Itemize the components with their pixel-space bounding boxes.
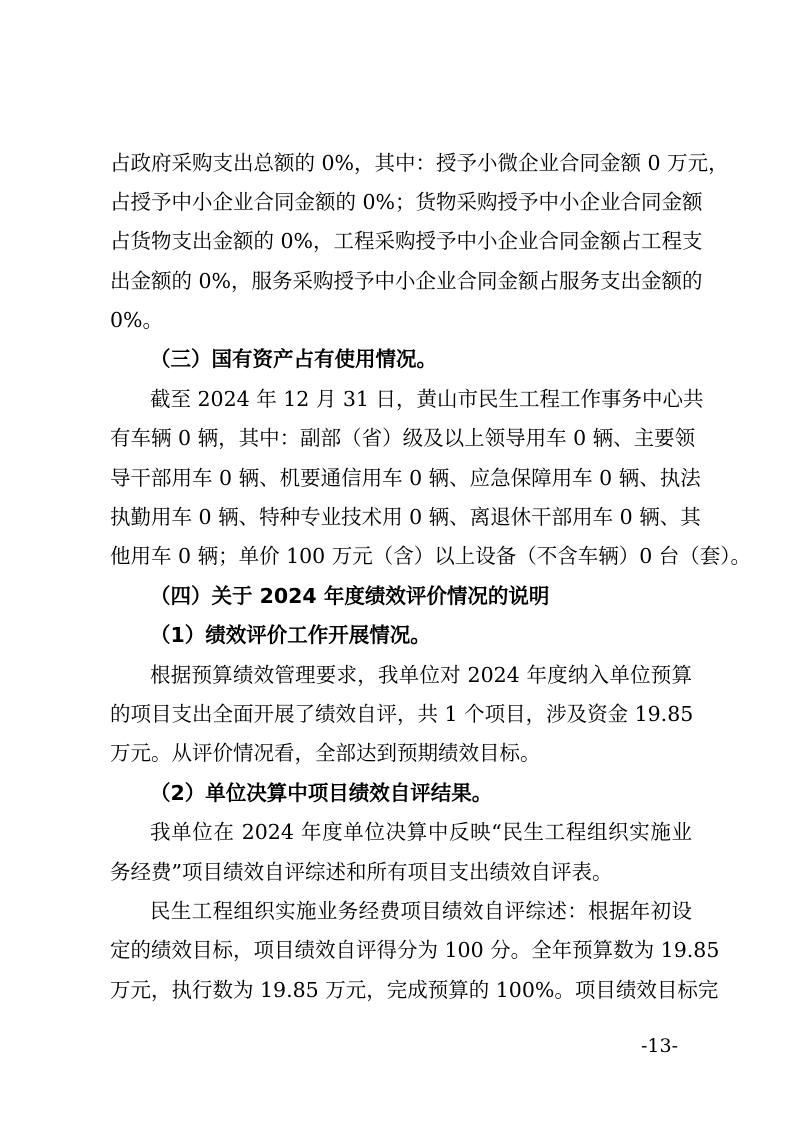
- paragraph-line: 民生工程组织实施业务经费项目绩效自评综述：根据年初设: [150, 899, 692, 923]
- subsection-heading-1: （1）绩效评价工作开展情况。: [150, 623, 431, 647]
- paragraph-line: 万元，执行数为 19.85 万元，完成预算的 100%。项目绩效目标完: [110, 978, 719, 1002]
- paragraph-line: 占货物支出金额的 0%，工程采购授予中小企业合同金额占工程支: [110, 229, 703, 253]
- section-heading-4: （四）关于 2024 年度绩效评价情况的说明: [150, 584, 550, 608]
- paragraph-line: 导干部用车 0 辆、机要通信用车 0 辆、应急保障用车 0 辆、执法: [110, 466, 701, 490]
- paragraph-line: 根据预算绩效管理要求，我单位对 2024 年度纳入单位预算: [150, 663, 692, 687]
- paragraph-line: 我单位在 2024 年度单位决算中反映“民生工程组织实施业: [150, 820, 692, 844]
- paragraph-line: 占授予中小企业合同金额的 0%；货物采购授予中小企业合同金额: [110, 190, 703, 214]
- paragraph-line: 占政府采购支出总额的 0%，其中：授予小微企业合同金额 0 万元，: [110, 151, 729, 175]
- paragraph-line: 万元。从评价情况看，全部达到预期绩效目标。: [110, 741, 541, 765]
- paragraph-line: 执勤用车 0 辆、特种专业技术用 0 辆、离退休干部用车 0 辆、其: [110, 505, 701, 529]
- paragraph-line: 有车辆 0 辆，其中：副部（省）级及以上领导用车 0 辆、主要领: [110, 426, 696, 450]
- page-number: -13-: [641, 1035, 679, 1057]
- subsection-heading-2: （2）单位决算中项目绩效自评结果。: [150, 781, 493, 805]
- paragraph-line: 的项目支出全面开展了绩效自评，共 1 个项目，涉及资金 19.85: [110, 702, 694, 726]
- paragraph-line: 出金额的 0%，服务采购授予中小企业合同金额占服务支出金额的: [110, 269, 703, 293]
- paragraph-line: 截至 2024 年 12 月 31 日，黄山市民生工程工作事务中心共: [150, 387, 704, 411]
- paragraph-line: 务经费”项目绩效自评综述和所有项目支出绩效自评表。: [110, 860, 613, 884]
- section-heading-3: （三）国有资产占有使用情况。: [150, 347, 437, 371]
- paragraph-line: 0%。: [110, 308, 164, 332]
- paragraph-line: 定的绩效目标，项目绩效自评得分为 100 分。全年预算数为 19.85: [110, 938, 720, 962]
- paragraph-line: 他用车 0 辆；单价 100 万元（含）以上设备（不含车辆）0 台（套）。: [110, 544, 752, 568]
